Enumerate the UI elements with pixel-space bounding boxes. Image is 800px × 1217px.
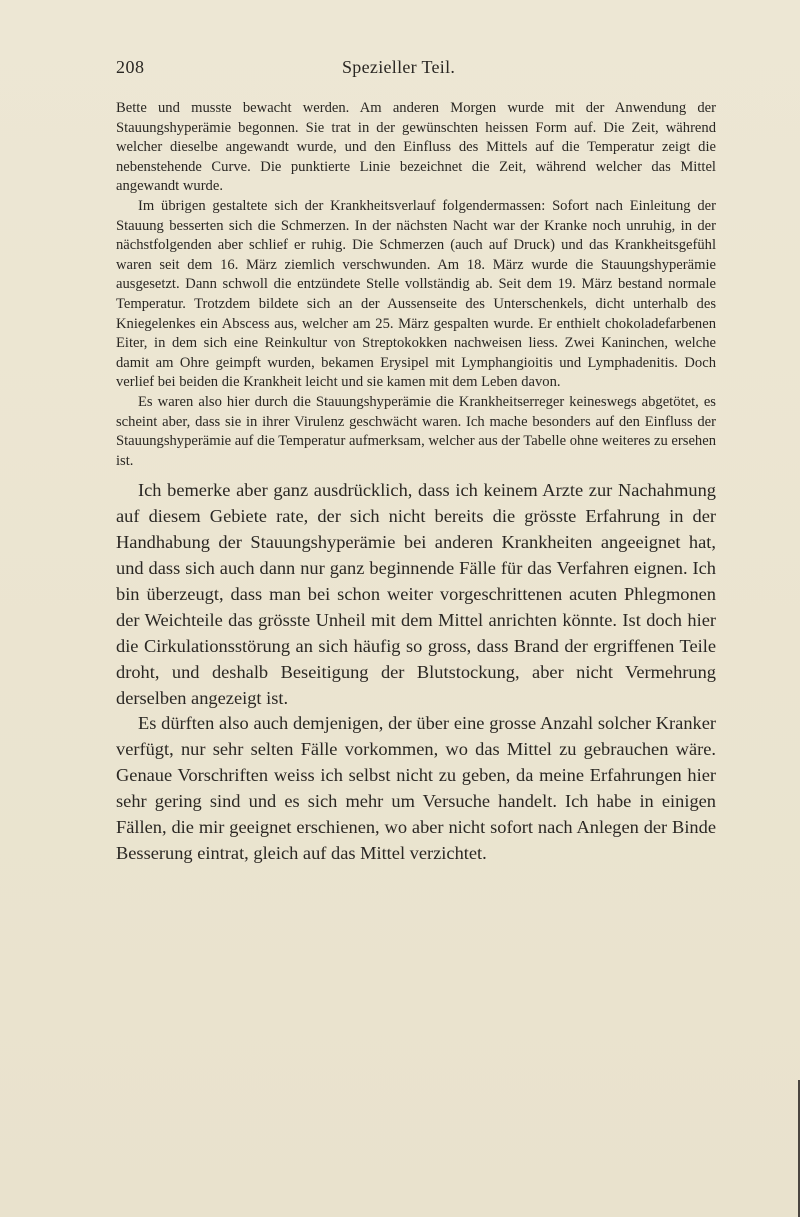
paragraph: Ich bemerke aber ganz ausdrücklich, dass ich keinem Arzte zur Nachahmung auf diesem Gebiete rate, der sich nicht bereits die grösste Erfahrung in der Handhabung der Stauungshyperämie bei anderen Krankheiten angeeignet hat, und dass sich auch dann nur ganz beginnende Fälle für das Verfahren eignen. Ich bin überzeugt, dass man bei schon weiter vorgeschrittenen acuten Phlegmonen der Weichteile das grösste Unheil mit dem Mittel anrichten könnte. Ist doch hier die Cirkulationsstörung an sich häufig so gross, dass Brand der ergriffenen Teile droht, und deshalb Beseitigung der Blutstockung, aber nicht Vermehrung derselben angezeigt ist.: [116, 480, 716, 708]
small-print-section: [116, 99, 716, 471]
paragraph: Im übrigen gestaltete sich der Krankheitsverlauf folgendermassen: Sofort nach Einleitung der Stauung besserten sich die Schmerzen. In der nächsten Nacht war der Kranke noch unruhig, in der nächstfolgenden aber schlief er ruhig. Die Schmerzen (auch auf Druck) und das Krankheitsgefühl waren seit dem 16. März ziemlich verschwunden. Am 18. März wurde die Stauungshyperämie ausgesetzt. Dann schwoll die entzündete Stelle vollständig ab. Seit dem 19. März bestand normale Temperatur. Trotzdem bildete sich an der Aussenseite des Unterschenkels, dicht unterhalb des Kniegelenkes ein Abscess aus, welcher am 25. März gespalten wurde. Er enthielt chokoladefarbenen Eiter, in dem sich eine Reinkultur von Streptokokken nachweisen liess. Zwei Kaninchen, welche damit am Ohre geimpft wurden, bekamen Erysipel mit Lymphangioitis und Lymphadenitis. Doch verlief bei beiden die Krankheit leicht und sie kamen mit dem Leben davon.: [116, 197, 716, 391]
page-number: 208: [116, 57, 145, 77]
main-text-section: [116, 478, 716, 867]
running-head: Spezieller Teil.: [342, 57, 456, 77]
page-body: [116, 99, 716, 867]
paragraph: Bette und musste bewacht werden. Am anderen Morgen wurde mit der Anwendung der Stauungshyperämie begonnen. Sie trat in der gewünschten heissen Form auf. Die Zeit, während welcher dieselbe angewandt wurde, und den Einfluss des Mittels auf die Temperatur zeigt die nebenstehende Curve. Die punktierte Linie bezeichnet die Zeit, während welcher das Mittel angewandt wurde.: [116, 100, 716, 195]
paragraph: Es waren also hier durch die Stauungshyperämie die Krankheitserreger keineswegs abgetötet, es scheint aber, dass sie in ihrer Virulenz geschwächt waren. Ich mache besonders auf den Einfluss der Stauungshyperämie auf die Temperatur aufmerksam, welcher aus der Tabelle ohne weiteres zu ersehen ist.: [116, 393, 716, 469]
paragraph: Es dürften also auch demjenigen, der über eine grosse Anzahl solcher Kranker verfügt, nur sehr selten Fälle vorkommen, wo das Mittel zu gebrauchen wäre. Genaue Vorschriften weiss ich selbst nicht zu geben, da meine Erfahrungen hier sehr gering sind und es sich mehr um Versuche handelt. Ich habe in einigen Fällen, die mir geeignet erschienen, wo aber nicht sofort nach Anlegen der Binde Besserung eintrat, gleich auf das Mittel verzichtet.: [116, 713, 716, 863]
page-header: [116, 57, 716, 81]
